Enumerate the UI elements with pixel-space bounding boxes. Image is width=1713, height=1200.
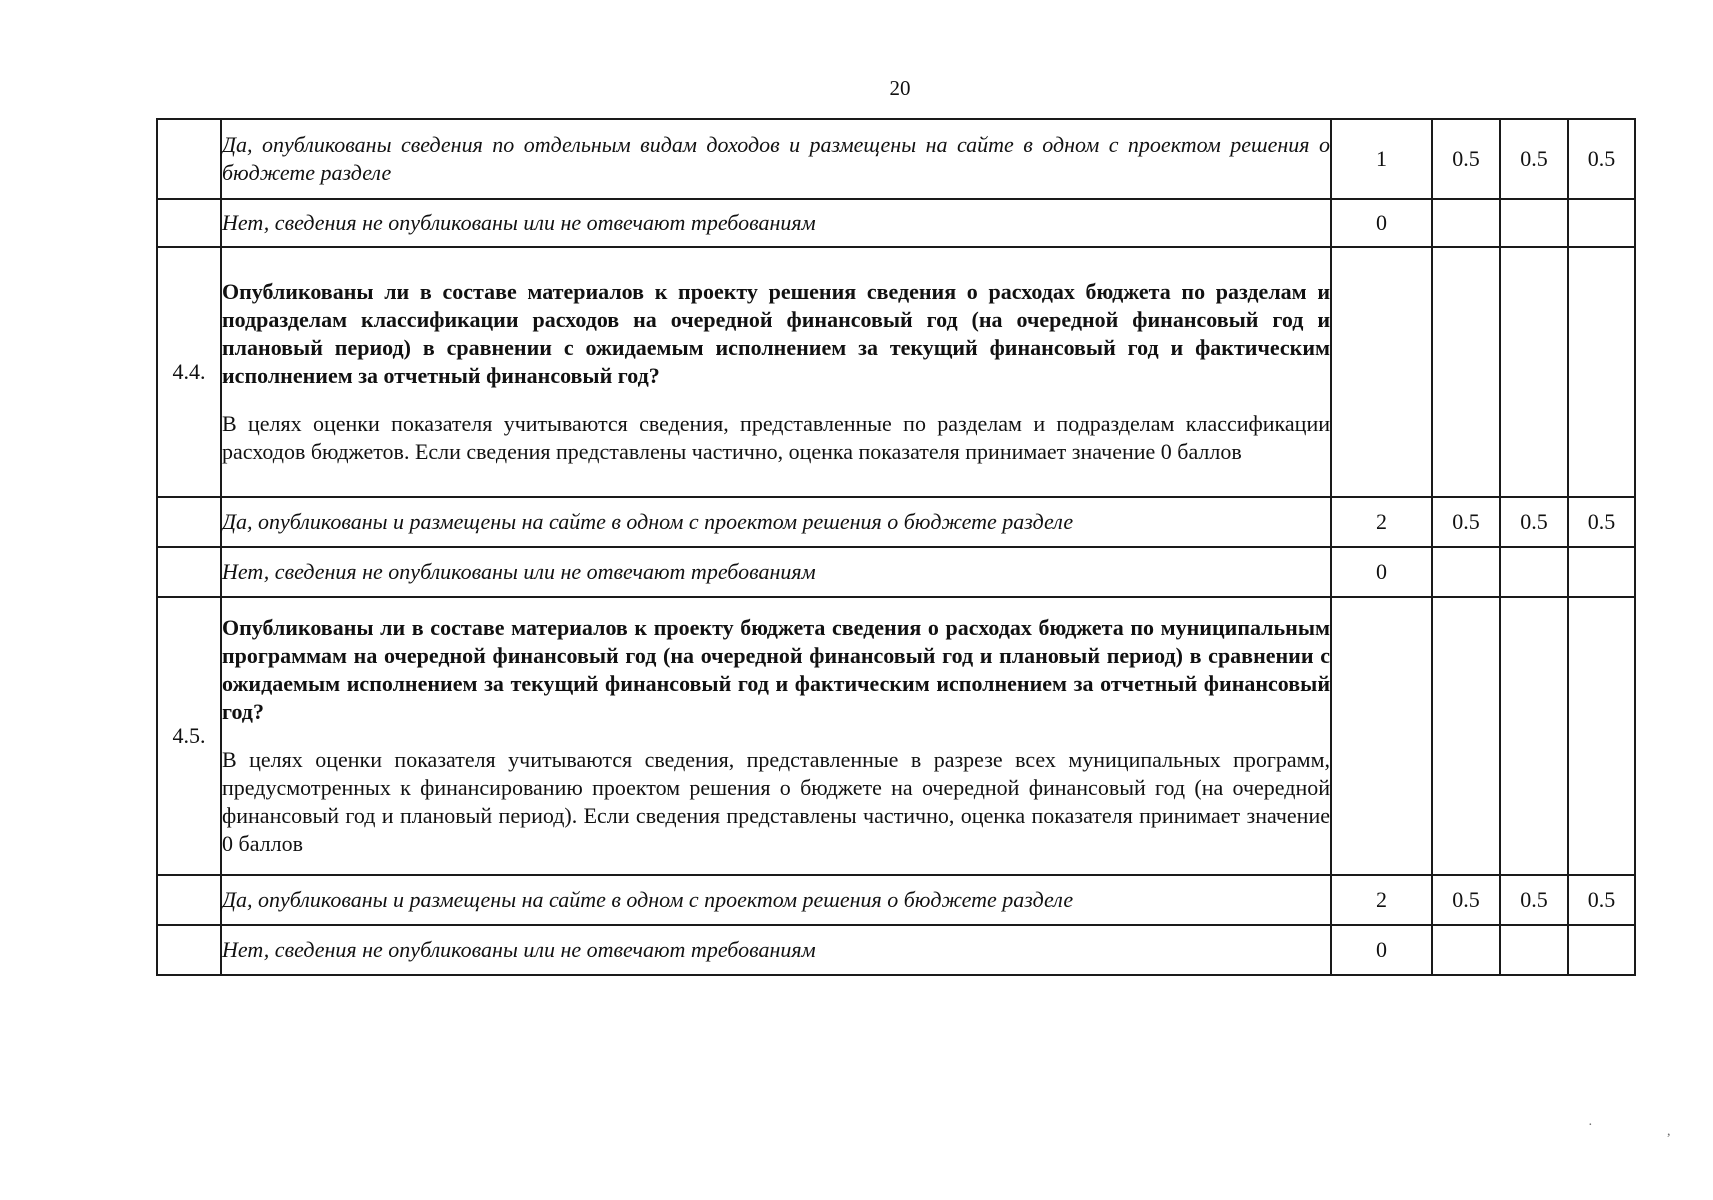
table-row: [157, 119, 1635, 199]
criterion-cell-2: 0.5: [1500, 497, 1568, 547]
row-number: [157, 547, 221, 597]
question-cell: [221, 597, 1331, 875]
answer-text: Да, опубликованы и размещены на сайте в одном с проектом решения о бюджете разделе: [221, 875, 1331, 925]
question-title: Опубликованы ли в составе материалов к проекту бюджета сведения о расходах бюджета по муниципальным программам на очередной финансовый год (на очередной финансовый год и плановый период) в сравнении с ожидаемым исполнением за текущий финансовый год и фактическим исполнением за отчетный финансовый год?: [222, 615, 1330, 724]
criterion-cell-3: [1568, 199, 1635, 247]
scan-speck: ,: [1667, 1124, 1671, 1139]
table-row: [157, 199, 1635, 247]
score-cell: 0: [1331, 199, 1432, 247]
criterion-cell-2: [1500, 925, 1568, 975]
criterion-cell-2: 0.5: [1500, 119, 1568, 199]
question-number: 4.5.: [157, 597, 221, 875]
question-cell: [221, 247, 1331, 497]
criterion-cell-2: [1500, 199, 1568, 247]
criterion-cell-1: 0.5: [1432, 875, 1500, 925]
row-number: [157, 199, 221, 247]
score-cell: [1331, 597, 1432, 875]
table-row: [157, 547, 1635, 597]
criterion-cell-1: [1432, 199, 1500, 247]
criterion-cell-1: 0.5: [1432, 119, 1500, 199]
row-number: [157, 925, 221, 975]
table-row: [157, 925, 1635, 975]
criterion-cell-2: [1500, 247, 1568, 497]
scan-speck: ·: [1588, 1118, 1593, 1133]
answer-text: Нет, сведения не опубликованы или не отвечают требованиям: [221, 199, 1331, 247]
criterion-cell-3: [1568, 247, 1635, 497]
score-cell: 0: [1331, 925, 1432, 975]
score-cell: 2: [1331, 875, 1432, 925]
answer-text: Нет, сведения не опубликованы или не отвечают требованиям: [221, 547, 1331, 597]
criterion-cell-2: [1500, 597, 1568, 875]
score-cell: 1: [1331, 119, 1432, 199]
question-number: 4.4.: [157, 247, 221, 497]
criterion-cell-3: 0.5: [1568, 875, 1635, 925]
score-cell: 2: [1331, 497, 1432, 547]
criterion-cell-1: [1432, 547, 1500, 597]
table-row: [157, 497, 1635, 547]
criterion-cell-3: 0.5: [1568, 497, 1635, 547]
table-row: [157, 875, 1635, 925]
criterion-cell-1: [1432, 925, 1500, 975]
criterion-cell-1: [1432, 597, 1500, 875]
answer-text: Да, опубликованы и размещены на сайте в одном с проектом решения о бюджете разделе: [221, 497, 1331, 547]
row-number: [157, 875, 221, 925]
criterion-cell-3: [1568, 547, 1635, 597]
criterion-cell-3: [1568, 597, 1635, 875]
question-row: [157, 597, 1635, 875]
question-title: Опубликованы ли в составе материалов к проекту решения сведения о расходах бюджета по разделам и подразделам классификации расходов на очередной финансовый год (на очередной финансовый год и плановый период) в сравнении с ожидаемым исполнением за текущий финансовый год и фактическим исполнением за отчетный финансовый год?: [222, 279, 1330, 388]
criterion-cell-3: [1568, 925, 1635, 975]
row-number: [157, 119, 221, 199]
question-note: В целях оценки показателя учитываются сведения, представленные по разделам и подразделам классификации расходов бюджетов. Если сведения представлены частично, оценка показателя принимает значение 0 баллов: [222, 411, 1330, 464]
criterion-cell-3: 0.5: [1568, 119, 1635, 199]
criterion-cell-2: 0.5: [1500, 875, 1568, 925]
criterion-cell-2: [1500, 547, 1568, 597]
answer-text: Нет, сведения не опубликованы или не отвечают требованиям: [221, 925, 1331, 975]
evaluation-table: [156, 118, 1636, 976]
answer-text: Да, опубликованы сведения по отдельным видам доходов и размещены на сайте в одном с проектом решения о бюджете разделе: [221, 119, 1331, 199]
score-cell: [1331, 247, 1432, 497]
page-number: 20: [889, 76, 911, 100]
criterion-cell-1: 0.5: [1432, 497, 1500, 547]
score-cell: 0: [1331, 547, 1432, 597]
criterion-cell-1: [1432, 247, 1500, 497]
question-note: В целях оценки показателя учитываются сведения, представленные в разрезе всех муниципальных программ, предусмотренных к финансированию проектом решения о бюджете на очередной финансовый год (на очередной финансовый год и плановый период). Если сведения представлены частично, оценка показателя принимает значение 0 баллов: [222, 747, 1330, 856]
question-row: [157, 247, 1635, 497]
row-number: [157, 497, 221, 547]
